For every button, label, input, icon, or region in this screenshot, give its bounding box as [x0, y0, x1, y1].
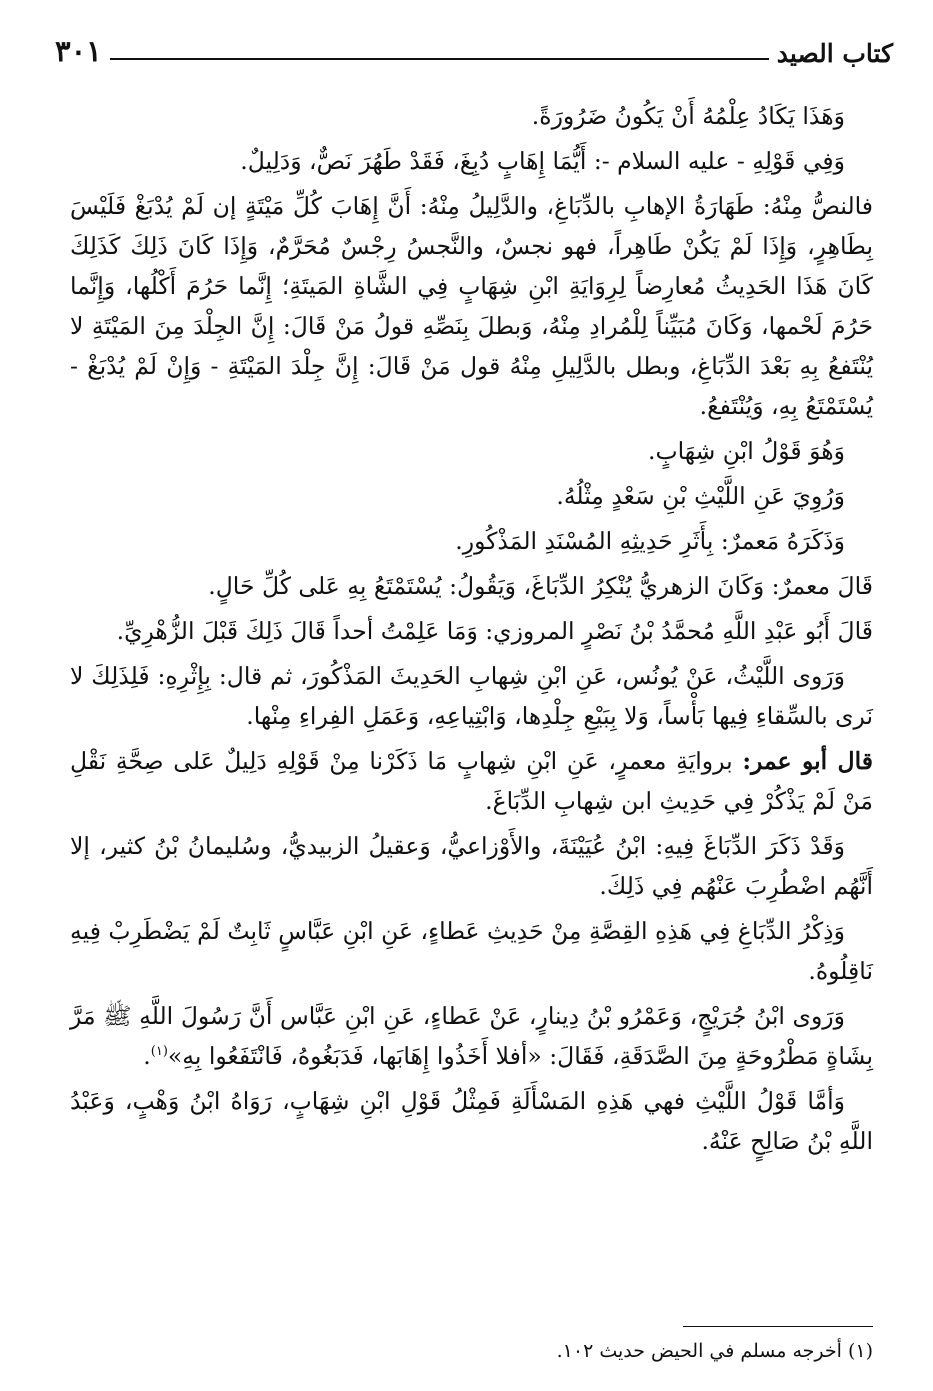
paragraph: وَذَكَرَهُ مَعمرٌ: بِأَثَرِ حَدِيثِهِ المُسْنَدِ المَذْكُورِ. [455, 527, 845, 555]
hadith-end: . [143, 1042, 151, 1070]
paragraph: وَهَذَا يَكَادُ عِلْمُهُ أَنْ يَكُونُ ضَرُورَةً. [531, 102, 845, 130]
hadith-paragraph [70, 996, 873, 1076]
abu-umar-paragraph [70, 741, 873, 821]
paragraph: فالنصُّ مِنْهُ: طَهَارَةُ الإهابِ بالدِّبَاغِ، والدَّلِيلُ مِنْهُ: أَنَّ إِهَابَ كُلِّ مَيْتَةٍ إن لَمْ يُدْبَغْ فَلَيْسَ بِطَاهِرٍ، وَإِذَا لَمْ يَكُنْ طَاهِراً، فهو نجسٌ، والنَّجسُ رِجْسٌ مُحَرَّمٌ، وَإِذَا كَانَ ذَلِكَ كَذَلِكَ كَانَ هَذَا الحَدِيثُ مُعارِضاً لِرِوَايَةِ ابْنِ شِهَابٍ فِي الشَّاةِ المَيتَةِ؛ إِنَّما حَرُمَ أَكْلُها، وَإِنَّما حَرُمَ لَحْمها، وَكَانَ مُبَيِّناً لِلْمُرادِ مِنْهُ، وَبطلَ بِنَصِّهِ قولُ مَنْ قَالَ: إِنَّ الجِلْدَ مِنَ المَيْتَةِ لا يُنْتَفعُ بِهِ بَعْدَ الدِّبَاغِ، وبطل بالدَّلِيلِ مِنْهُ قول مَنْ قَالَ: إِنَّ جِلْدَ المَيْتَةِ - وَإِنْ لَمْ يُدْبَغْ - يُسْتَمْتَعُ بِهِ، وَيُنْتَفعُ. [70, 192, 873, 420]
footnote: (١) أخرجه مسلم في الحيض حديث ١٠٢. [556, 1340, 873, 1362]
main-text [70, 96, 873, 1166]
paragraph: قَالَ أَبُو عَبْدِ اللَّهِ مُحمَّدُ بْنُ نَصْرٍ المروزي: وَمَا عَلِمْتُ أحداً قَالَ ذَلِكَ قَبْلَ الزُّهْرِيِّ. [116, 617, 873, 645]
paragraph: وَأمَّا قَوْلُ اللَّيْثِ فهي هَذِهِ المَسْأَلَةِ فَمِثْلُ قَوْلِ ابْنِ شِهَابٍ، رَوَاهُ ابْنُ وَهْبٍ، وَعَبْدُ اللَّهِ بْنُ صَالِحٍ عَنْهُ. [70, 1087, 873, 1155]
paragraph: وَرُوِيَ عَنِ اللَّيْثِ بْنِ سَعْدٍ مِثْلُهُ. [556, 482, 845, 510]
footnote-separator [683, 1326, 873, 1327]
page-header [55, 18, 893, 68]
abu-umar-text: بروايَةِ معمرٍ، عَنِ ابْنِ شِهابٍ مَا ذَكَرْنا مِنْ قَوْلِهِ دَلِيلٌ عَلى صِحَّةِ نَقْلِ مَنْ لَمْ يَذْكُرْ فِي حَدِيثِ ابن شِهابِ الدِّبَاغَ. [70, 747, 873, 815]
paragraph: وَقَدْ ذَكَرَ الدِّبَاغَ فِيهِ: ابْنُ عُيَيْنَةَ، والأَوْزاعيُّ، وَعقيلُ الزبيديُّ، وسُليمانُ بْنُ كثير، إلا أَنَّهُم اضْطُرِبَ عَنْهُم فِي ذَلِكَ. [70, 832, 873, 900]
paragraph: وَرَوى اللَّيْثُ، عَنْ يُونُس، عَنِ ابْنِ شِهابِ الحَدِيثَ المَذْكُورَ، ثم قال: بِإِثْرِهِ: فَلِذَلِكَ لا نَرى بالسِّقاءِ فِيها بَأْساً، وَلا بِبَيْعِ جِلْدِها، وَابْتِياعِهِ، وَعَمَلِ الفِراءِ مِنْها. [70, 662, 873, 730]
page-number: ٣٠١ [55, 34, 102, 68]
paragraph: وَفِي قَوْلِهِ - عليه السلام -: أَيُّمَا إِهَابٍ دُبِغَ، فَقَدْ طَهُرَ نَصٌّ، وَدَلِيلٌ. [240, 147, 845, 175]
paragraph: وَذِكْرُ الدِّبَاغِ فِي هَذِهِ القِصَّةِ مِنْ حَدِيثِ عَطاءٍ، عَنِ ابْنِ عَبَّاسٍ ثَابِتٌ لَمْ يَضْطَرِبْ فِيهِ نَاقِلُوهُ. [70, 917, 873, 985]
paragraph: وَهُوَ قَوْلُ ابْنِ شِهَابٍ. [648, 437, 845, 465]
abu-umar-lead: قال أبو عمر: [742, 747, 873, 775]
paragraph: قَالَ معمرٌ: وَكَانَ الزهريُّ يُنْكِرُ الدِّبَاغَ، وَيَقُولُ: يُسْتَمْتَعُ بِهِ عَلى كُلِّ حَالٍ. [208, 572, 873, 600]
footnote-reference[interactable]: (١) [150, 1044, 168, 1060]
running-title: كتاب الصيد [776, 39, 893, 68]
hadith-text: وَرَوى ابْنُ جُرَيْجٍ، وَعَمْرُو بْنُ دِينارٍ، عَنْ عَطاءٍ، عَنِ ابْنِ عَبَّاس أَنَّ رَسُولَ اللَّهِ ﷺ مَرَّ بِشَاةٍ مَطْرُوحَةٍ مِنَ الصَّدَقَةِ، فَقَالَ: «أفلا أَخَذُوا إِهَابَها، فَدَبَغُوهُ، فَانْتَفَعُوا بِهِ» [70, 1002, 873, 1070]
header-rule [110, 58, 769, 60]
